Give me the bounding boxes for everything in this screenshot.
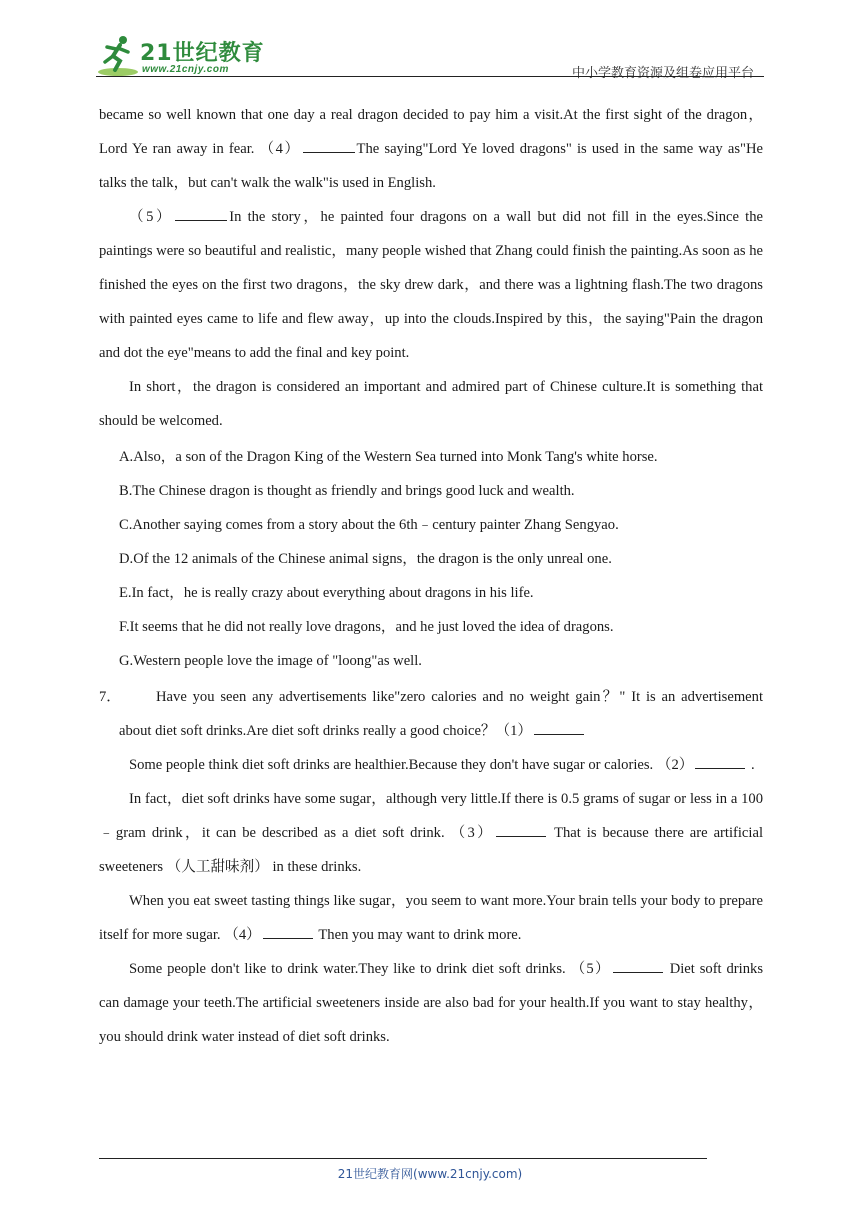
paragraph-text: In the story，he painted four dragons on a wall but did not fill in the eyes.Since the paintings were so beautiful and realistic，many people wished that Zhang could finish the painting.As soon as he finished the eyes on the first two dragons，the sky drew dark，and there was a lightning flash.The two dragons with painted eyes came to life and flew away，up into the clouds.Inspired by this，the saying"Pain the dragon and dot the eye"means to add the final and key point. [99,209,763,361]
paragraph-text: Diet soft drinks can damage your teeth.The artificial sweeteners inside are also bad for your health.If you want to stay healthy，you should drink water instead of diet soft drinks. [99,961,763,1045]
paragraph-text: Some people think diet soft drinks are healthier.Because they don't have sugar or calories. （2） [129,757,694,773]
footer-divider [99,1158,707,1159]
option-g: G.Western people love the image of "loong"as well. [119,653,422,669]
option-list [99,440,763,678]
answer-blank [496,824,546,837]
option-f: F.It seems that he did not really love dragons，and he just loved the idea of dragons. [119,619,614,635]
passage-paragraph [99,884,763,952]
header-divider [96,76,764,77]
answer-blank [263,926,313,939]
question-intro: Have you seen any advertisements like"zero calories and no weight gain？" It is an advertisement about diet soft drinks.Are diet soft drinks really a good choice？（1） [119,689,763,739]
passage-paragraph [99,370,763,438]
logo-url: www.21cnjy.com [142,64,229,75]
page-header [96,32,764,80]
passage-paragraph [99,200,763,370]
paragraph-text: When you eat sweet tasting things like sugar，you seem to want more.Your brain tells your body to prepare itself for more sugar. （4） [99,893,763,943]
document-body [99,98,763,1054]
passage-paragraph [99,98,763,200]
answer-blank [613,960,663,973]
paragraph-text: Then you may want to drink more. [318,927,522,943]
answer-blank [303,140,355,153]
platform-title: 中小学教育资源及组卷应用平台 [571,66,754,81]
option-d: D.Of the 12 animals of the Chinese animal signs，the dragon is the only unreal one. [119,551,612,567]
logo-text: 21世纪教育 [140,41,265,66]
passage-paragraph [99,748,763,782]
question-7 [99,680,763,748]
text-line: became so well known that one day a real dragon decided to pay him a visit.At the first sight of the dragon， [99,107,763,123]
option-a: A.Also，a son of the Dragon King of the Western Sea turned into Monk Tang's white horse. [119,449,658,465]
answer-blank [695,756,745,769]
text-line: Lord Ye ran away in fear. （4） [99,141,301,157]
paragraph-text: In fact，diet soft drinks have some sugar，although very little.If there is 0.5 grams of sugar or less in a 100﹣gram drink，it can be described as a diet soft drink. （3） [99,791,763,841]
option-b: B.The Chinese dragon is thought as friendly and brings good luck and wealth. [119,483,575,499]
question-number: 7． [99,689,121,705]
site-logo [96,32,296,80]
option-e: E.In fact，he is really crazy about everything about dragons in his life. [119,585,534,601]
passage-paragraph [99,782,763,884]
paragraph-text: In short，the dragon is considered an important and admired part of Chinese culture.It is something that should be welcomed. [99,379,763,429]
answer-blank [534,722,584,735]
passage-paragraph [99,952,763,1054]
answer-blank [175,208,227,221]
paragraph-text: That is because there are artificial sweeteners （人工甜味剂） in these drinks. [99,825,763,875]
text-line: The saying"Lord Ye loved dragons" is used in the same way as"He [356,141,763,157]
page-footer: 21世纪教育网(www.21cnjy.com) [337,1167,523,1181]
paragraph-text: Some people don't like to drink water.They like to drink diet soft drinks. （5） [129,961,611,977]
blank-number: （5） [129,209,174,225]
runner-icon [96,34,140,78]
text-line: talks the talk，but can't walk the walk"is used in English. [99,175,436,191]
paragraph-text: . [751,757,755,773]
option-c: C.Another saying comes from a story about the 6th﹣century painter Zhang Sengyao. [119,517,619,533]
